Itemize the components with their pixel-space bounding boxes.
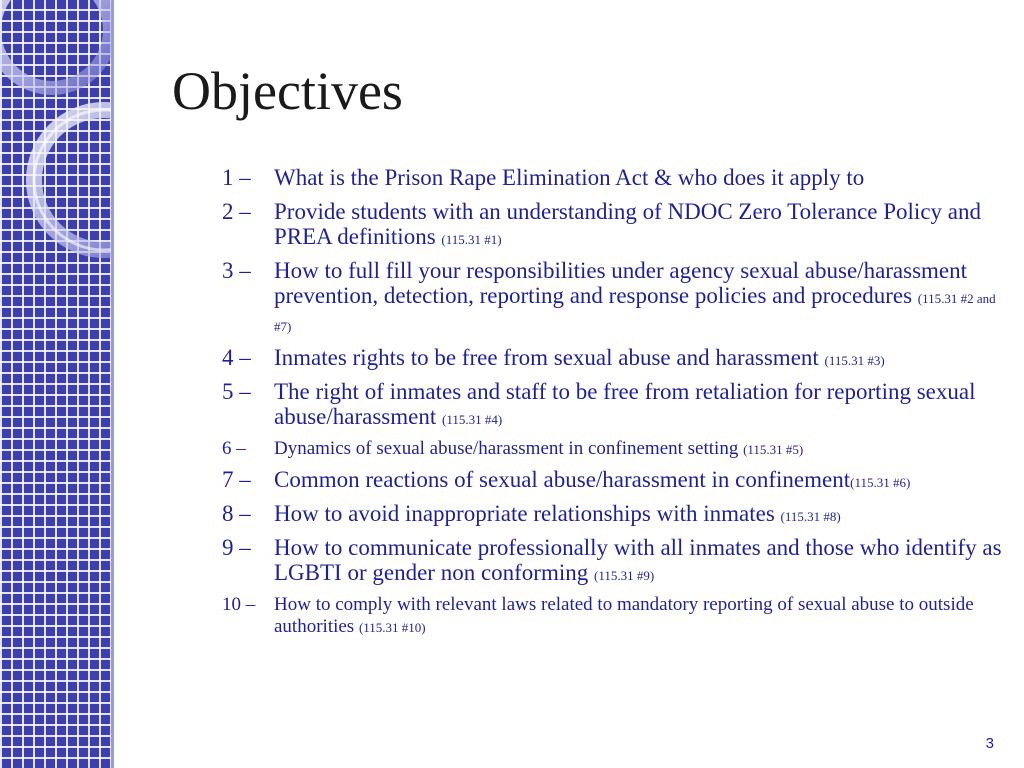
item-reference: (115.31 #1) (441, 232, 502, 247)
item-text (274, 345, 1002, 373)
page-number: 3 (985, 735, 994, 752)
list-item (222, 594, 1002, 639)
item-number: 10 – (222, 594, 256, 615)
item-number: 9 – (222, 535, 251, 560)
list-item (222, 535, 1002, 588)
item-number: 5 – (222, 379, 251, 404)
item-reference: (115.31 #2 and #7) (274, 291, 996, 334)
item-text-body: Dynamics of sexual abuse/harassment in confinement setting (274, 438, 744, 459)
item-reference: (115.31 #6) (850, 475, 911, 490)
item-number: 2 – (222, 199, 251, 224)
item-reference: (115.31 #9) (594, 568, 655, 583)
list-item (222, 199, 1002, 252)
item-number: 4 – (222, 345, 251, 370)
item-text-body: Common reactions of sexual abuse/harassment in confinement (274, 467, 851, 492)
item-text-body: What is the Prison Rape Elimination Act & who does it apply to (274, 165, 865, 190)
item-text (274, 258, 1002, 339)
item-text-body: How to comply with relevant laws related to mandatory reporting of sexual abuse to outside authorities (274, 594, 974, 637)
item-text (274, 594, 1002, 639)
list-item (222, 258, 1002, 339)
item-text (274, 199, 1002, 252)
list-item (222, 379, 1002, 432)
item-number: 1 – (222, 165, 251, 190)
item-text (274, 467, 1002, 495)
item-text-body: How to avoid inappropriate relationships with inmates (274, 501, 781, 526)
objectives-list (222, 165, 1002, 645)
item-reference: (115.31 #8) (780, 509, 841, 524)
item-text-body: Inmates rights to be free from sexual abuse and harassment (274, 345, 825, 370)
decorative-sidebar (0, 0, 114, 768)
item-number: 3 – (222, 258, 251, 283)
item-reference: (115.31 #10) (358, 620, 426, 635)
list-item (222, 501, 1002, 529)
slide-title: Objectives (172, 61, 403, 121)
list-item (222, 467, 1002, 495)
item-reference: (115.31 #4) (441, 412, 503, 427)
item-text-body: The right of inmates and staff to be free from retaliation for reporting sexual abuse/harassment (274, 379, 976, 429)
item-text (274, 379, 1002, 432)
list-item (222, 438, 1002, 461)
item-text (274, 501, 1002, 529)
item-text (274, 438, 1002, 461)
list-item (222, 165, 1002, 193)
item-text (274, 165, 1002, 193)
item-reference: (115.31 #5) (743, 442, 804, 457)
ring-decoration-icon (0, 0, 114, 260)
item-number: 6 – (222, 438, 246, 459)
item-text-body: Provide students with an understanding of NDOC Zero Tolerance Policy and PREA definitions (274, 199, 981, 249)
list-item (222, 345, 1002, 373)
item-number: 8 – (222, 501, 251, 526)
item-number: 7 – (222, 467, 251, 492)
item-text (274, 535, 1002, 588)
item-reference: (115.31 #3) (824, 353, 885, 368)
item-text-body: How to communicate professionally with all inmates and those who identify as LGBTI or gender non conforming (274, 535, 1002, 585)
item-text-body: How to full fill your responsibilities under agency sexual abuse/harassment prevention, detection, reporting and response policies and procedures (274, 258, 968, 308)
